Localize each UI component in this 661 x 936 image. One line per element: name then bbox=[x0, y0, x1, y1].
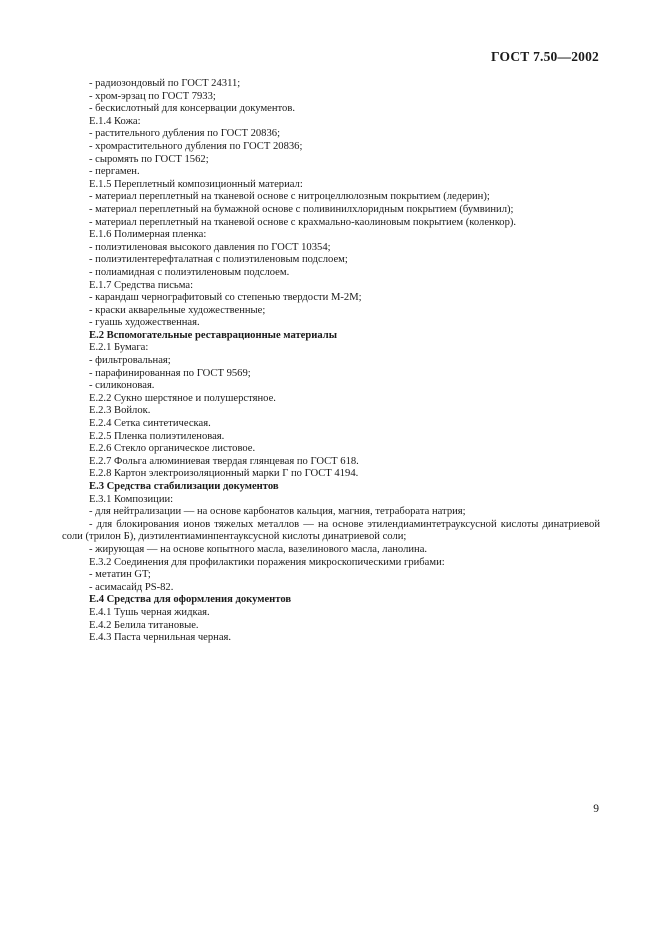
list-item: - материал переплетный на тканевой основе с нитроцеллюлозным покрытием (ледерин); bbox=[89, 191, 490, 203]
list-item: - для нейтрализации — на основе карбонатов кальция, магния, тетрабората натрия; bbox=[89, 506, 466, 518]
document-id-header: ГОСТ 7.50—2002 bbox=[491, 49, 599, 64]
section-label: Е.4.1 Тушь черная жидкая. bbox=[89, 606, 210, 618]
list-item: - хромрастительного дубления по ГОСТ 20836; bbox=[89, 140, 303, 152]
section-label: Е.2.3 Войлок. bbox=[89, 405, 151, 417]
list-item: - асимасайд PS-82. bbox=[89, 581, 174, 593]
list-item: - полиэтилентерефталатная с полиэтиленовым подслоем; bbox=[89, 254, 348, 266]
section-label: Е.2.7 Фольга алюминиевая твердая глянцевая по ГОСТ 618. bbox=[89, 455, 359, 467]
page-number: 9 bbox=[593, 803, 599, 815]
section-label: Е.1.7 Средства письма: bbox=[89, 279, 194, 291]
section-label: Е.2.4 Сетка синтетическая. bbox=[89, 418, 211, 430]
section-label: Е.2.5 Пленка полиэтиленовая. bbox=[89, 430, 225, 442]
list-item: - парафинированная по ГОСТ 9569; bbox=[89, 367, 251, 379]
list-item: - полиэтиленовая высокого давления по ГОСТ 10354; bbox=[89, 241, 331, 253]
section-label: Е.2.6 Стекло органическое листовое. bbox=[89, 443, 256, 455]
section-label: Е.2.8 Картон электроизоляционный марки Г по ГОСТ 4194. bbox=[89, 468, 359, 480]
list-item: - фильтровальная; bbox=[89, 355, 171, 367]
section-label: Е.3.2 Соединения для профилактики поражения микроскопическими грибами: bbox=[89, 556, 445, 568]
list-item: - материал переплетный на тканевой основе с крахмально-каолиновым покрытием (коленкор). bbox=[89, 216, 517, 228]
section-label: Е.1.6 Полимерная пленка: bbox=[89, 229, 207, 241]
list-item: - для блокирования ионов тяжелых металлов — на основе этилендиаминтетрауксусной кислоты динатриевой соли (трилон Б), диэтилентиаминпентауксусной кислоты динатриевой соли; bbox=[62, 518, 600, 543]
section-heading: Е.3 Средства стабилизации документов bbox=[89, 481, 279, 492]
section-heading: Е.2 Вспомогательные реставрационные материалы bbox=[89, 329, 337, 341]
section-label: Е.4.3 Паста чернильная черная. bbox=[89, 632, 232, 644]
list-item: - краски акварельные художественные; bbox=[89, 304, 266, 316]
list-item: - материал переплетный на бумажной основе с поливинилхлоридным покрытием (бумвинил); bbox=[89, 203, 514, 215]
list-item: - сыромять по ГОСТ 1562; bbox=[89, 153, 209, 165]
document-body bbox=[62, 78, 600, 645]
list-item: - силиконовая. bbox=[89, 380, 155, 392]
section-label: Е.2.1 Бумага: bbox=[89, 342, 149, 354]
list-item: - растительного дубления по ГОСТ 20836; bbox=[89, 128, 281, 140]
section-label: Е.1.5 Переплетный композиционный материал: bbox=[89, 178, 303, 190]
list-item: - радиозондовый по ГОСТ 24311; bbox=[89, 78, 241, 89]
list-item: - метатин GT; bbox=[89, 569, 151, 581]
section-label: Е.4.2 Белила титановые. bbox=[89, 619, 199, 631]
section-heading: Е.4 Средства для оформления документов bbox=[89, 594, 292, 606]
list-item: - пергамен. bbox=[89, 166, 140, 178]
list-item: - гуашь художественная. bbox=[89, 317, 200, 329]
section-label: Е.1.4 Кожа: bbox=[89, 115, 141, 127]
section-label: Е.2.2 Сукно шерстяное и полушерстяное. bbox=[89, 392, 276, 404]
list-item: - бескислотный для консервации документов. bbox=[89, 103, 295, 115]
list-item: - карандаш чернографитовый со степенью твердости М-2М; bbox=[89, 292, 362, 304]
list-item: - хром-эрзац по ГОСТ 7933; bbox=[89, 90, 216, 102]
list-item: - полиамидная с полиэтиленовым подслоем. bbox=[89, 266, 290, 278]
section-label: Е.3.1 Композиции: bbox=[89, 493, 174, 505]
list-item: - жирующая — на основе копытного масла, вазелинового масла, ланолина. bbox=[89, 543, 428, 555]
